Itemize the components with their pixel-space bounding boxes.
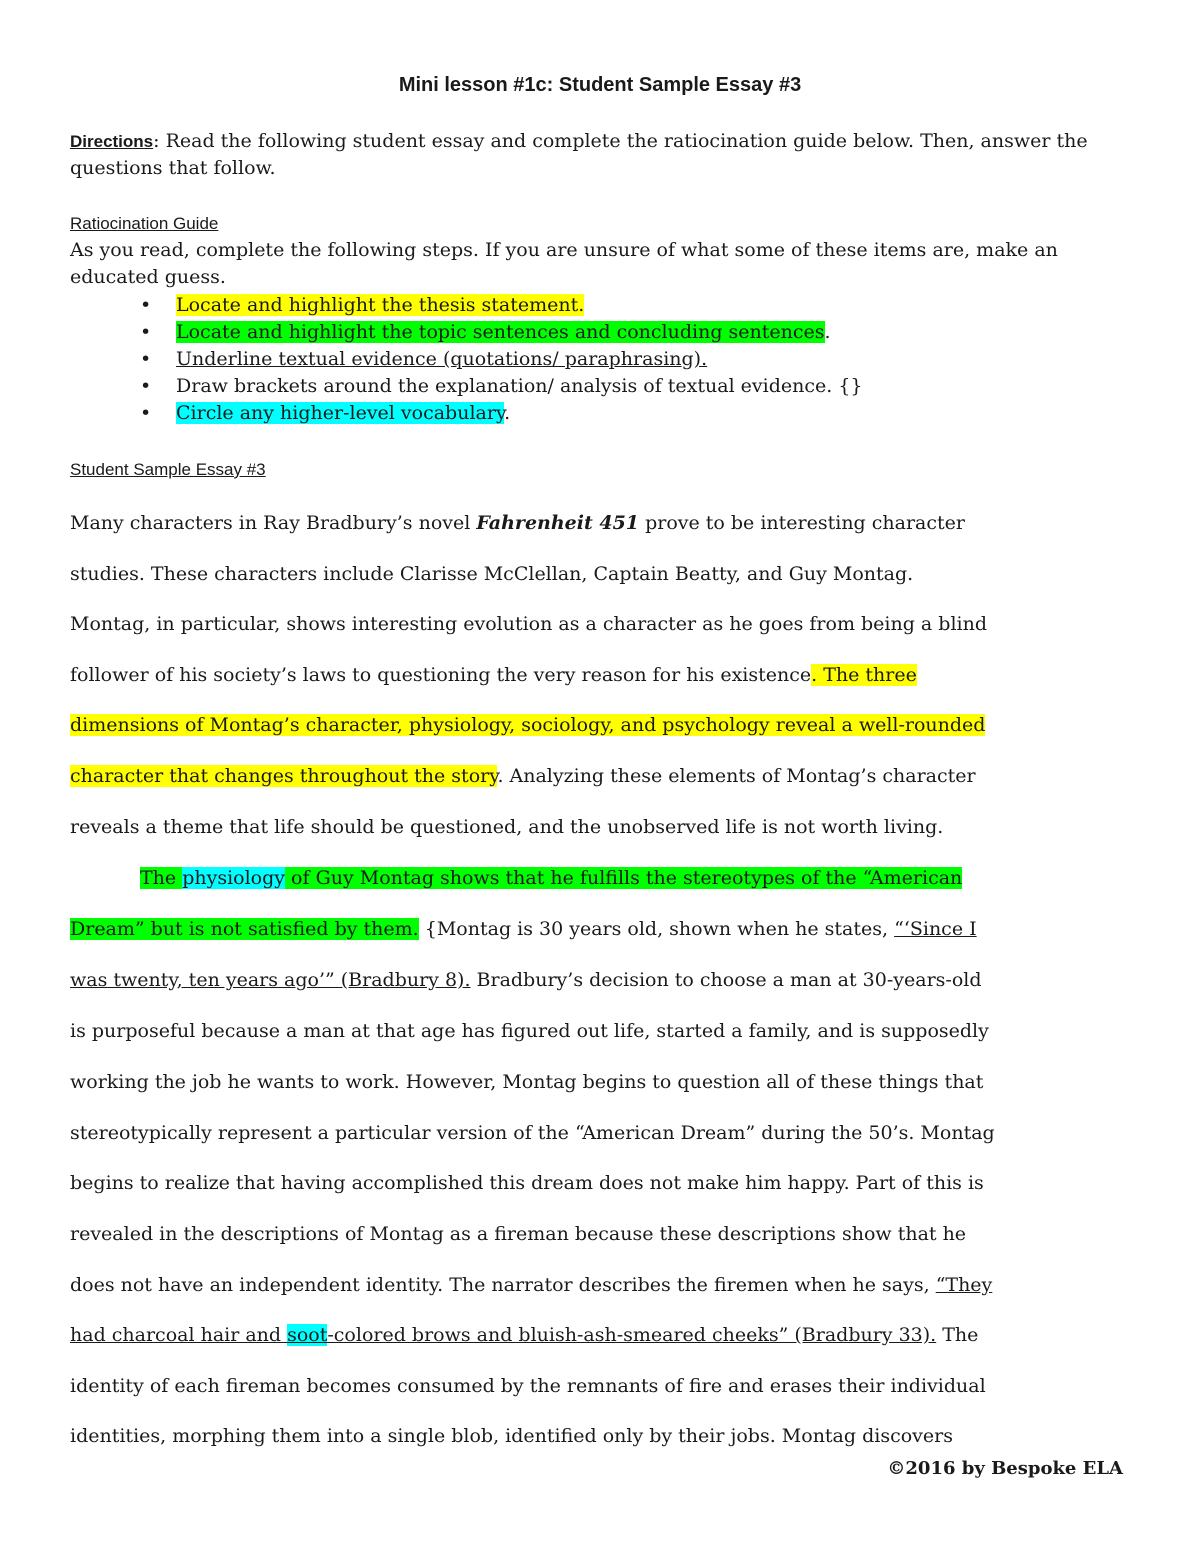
novel-title: Fahrenheit 451 [476,512,640,534]
guide-step-punct: . [504,402,511,424]
bullet-icon: • [140,348,152,370]
topic-highlight: Dream” but is not satisfied by them. [70,918,419,940]
vocab-highlight: physiology [182,867,286,889]
essay-text: . Analyzing these elements of Montag’s character [497,765,976,787]
essay-line [70,710,985,740]
directions-colon: : [153,130,160,152]
essay-line: stereotypically represent a particular version of the “American Dream” during the 50’s. Montag [70,1122,995,1144]
guide-step-text: Underline textual evidence (quotations/ paraphrasing). [176,348,708,370]
essay-text: The [936,1324,979,1346]
thesis-highlight: . The three [811,664,917,686]
guide-step-text: Locate and highlight the topic sentences and concluding sentences [176,321,825,343]
bullet-icon: • [140,402,152,424]
essay-line: begins to realize that having accomplished this dream does not make him happy. Part of this is [70,1172,984,1194]
directions-text: Read the following student essay and complete the ratiocination guide below. Then, answer the questions that follow. [70,130,1088,179]
guide-step-text: Circle any higher-level vocabulary [176,402,505,424]
guide-step-punct: . [824,321,831,343]
guide-heading: Ratiocination Guide [70,214,219,233]
essay-line: reveals a theme that life should be questioned, and the unobserved life is not worth living. [70,816,944,838]
guide-step-vocab [140,400,863,427]
evidence-underline: “‘Since I [894,918,977,940]
essay-heading: Student Sample Essay #3 [70,460,266,479]
essay-text: prove to be interesting character [639,512,965,534]
evidence-underline: was twenty, ten years ago’” (Bradbury 8). [70,969,471,991]
essay-line [70,965,982,995]
vocab-highlight: soot [287,1324,328,1346]
guide-step-brackets [140,373,863,400]
essay-line [70,660,917,690]
essay-line [140,863,962,893]
essay-line [70,1270,992,1300]
guide-step-evidence [140,346,863,373]
topic-highlight: The [140,867,183,889]
essay-text: Bradbury’s decision to choose a man at 30-years-old [470,969,982,991]
essay-text: Many characters in Ray Bradbury’s novel [70,512,477,534]
essay-line: identity of each fireman becomes consumed by the remnants of fire and erases their individual [70,1375,986,1397]
essay-line: identities, morphing them into a single blob, identified only by their jobs. Montag discovers [70,1425,953,1447]
essay-line: working the job he wants to work. However, Montag begins to question all of these things that [70,1071,984,1093]
copyright-footer: ©2016 by Bespoke ELA [887,1458,1123,1479]
evidence-underline: -colored brows and bluish-ash-smeared cheeks” (Bradbury 33). [327,1324,937,1346]
bullet-icon: • [140,321,152,343]
essay-line [70,508,965,538]
essay-line [70,1320,978,1350]
essay-text: does not have an independent identity. The narrator describes the firemen when he says, [70,1274,936,1296]
essay-text: follower of his society’s laws to questioning the very reason for his existence [70,664,812,686]
thesis-highlight: dimensions of Montag’s character, physiology, sociology, and psychology reveal a well-rounded [70,714,986,736]
guide-step-text: Locate and highlight the thesis statement. [176,294,585,316]
directions-label: Directions [70,132,154,151]
evidence-underline: “They [935,1274,993,1296]
guide-steps-list [140,292,863,427]
guide-step-topic [140,319,863,346]
essay-text: {Montag is 30 years old, shown when he states, [418,918,895,940]
essay-line: Montag, in particular, shows interesting evolution as a character as he goes from being a blind [70,613,988,635]
essay-line [70,761,976,791]
bullet-icon: • [140,375,152,397]
directions-paragraph [70,128,1130,182]
guide-intro: As you read, complete the following steps. If you are unsure of what some of these items are, make an educated guess. [70,239,1058,288]
guide-step-text: Draw brackets around the explanation/ analysis of textual evidence. {} [176,375,863,397]
essay-line: studies. These characters include Clarisse McClellan, Captain Beatty, and Guy Montag. [70,563,914,585]
evidence-underline: had charcoal hair and [70,1324,288,1346]
thesis-highlight: character that changes throughout the story [70,765,498,787]
essay-line: is purposeful because a man at that age has figured out life, started a family, and is supposedly [70,1020,989,1042]
essay-line [70,914,977,944]
page-title: Mini lesson #1c: Student Sample Essay #3 [398,74,802,96]
guide-step-thesis [140,292,863,319]
topic-highlight: of Guy Montag shows that he fulfills the stereotypes of the “American [285,867,963,889]
bullet-icon: • [140,294,152,316]
essay-line: revealed in the descriptions of Montag as a fireman because these descriptions show that he [70,1223,967,1245]
